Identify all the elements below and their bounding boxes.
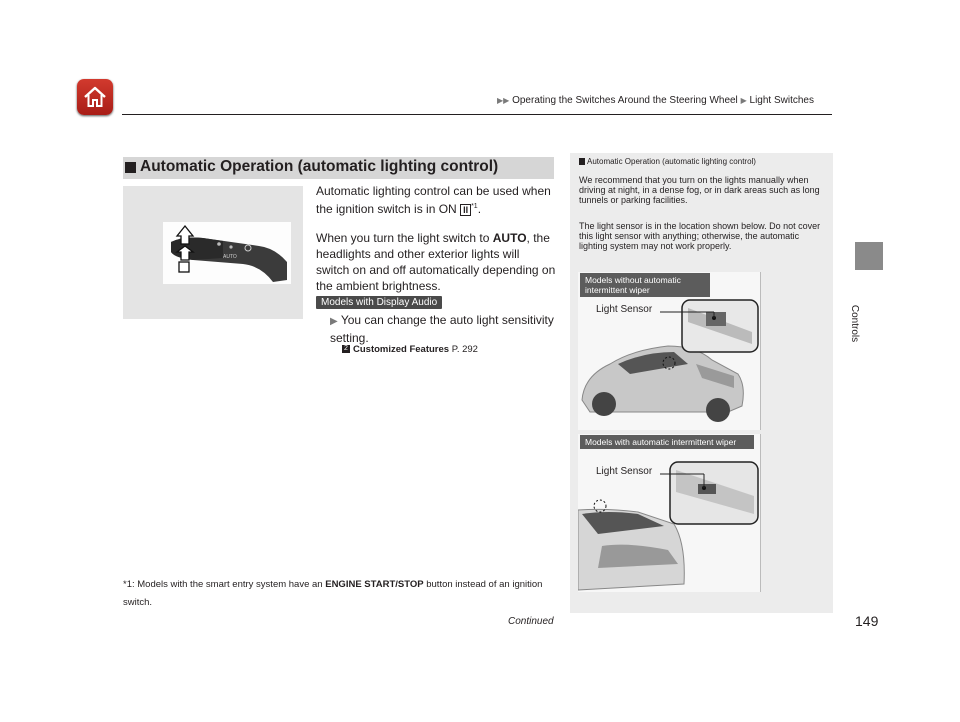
sensor-image-with-auto-wiper [578,434,761,592]
note-title-text: Automatic Operation (automatic lighting control) [587,157,756,166]
home-icon [82,84,108,110]
xref-page: P. 292 [451,344,478,355]
image-tag-with-auto-wiper: Models with automatic intermittent wiper [580,435,754,449]
footnote-bold: ENGINE START/STOP [325,579,424,590]
footnote [123,576,563,612]
heading-square-icon [125,162,136,173]
section-heading [123,157,554,179]
sensitivity-text: You can change the auto light sensitivity setting. [330,313,554,345]
intro-text: Automatic lighting control can be used when the ignition switch is in ON [316,184,551,216]
intro-paragraph [316,183,556,217]
page-number: 149 [855,613,879,629]
light-switch-stalk-illustration [163,222,291,284]
light-sensor-label-2: Light Sensor [596,466,653,477]
xref-label: Customized Features [353,344,450,355]
auto-keyword: AUTO [492,231,527,245]
chapter-tab[interactable] [846,296,876,356]
intro-text-end: . [477,202,482,216]
auto-paragraph [316,230,556,294]
note-marker-icon [579,158,585,165]
section-title: Automatic Operation (automatic lighting control) [140,158,499,175]
light-sensor-label-1: Light Sensor [596,304,653,315]
image-tag-without-auto-wiper: Models without automatic intermittent wiper [580,273,710,297]
breadcrumb-link-light-switches[interactable]: Light Switches [749,95,814,106]
footnote-text-start: *1: Models with the smart entry system have an [123,579,326,590]
note-text-2: The light sensor is in the location shown below. Do not cover this light sensor with anything; otherwise, the automatic lighting system may not work properly. [579,221,821,251]
chapter-marker [855,242,883,270]
header-divider [122,114,832,115]
footnote-text-end: button instead of an ignition switch. [123,579,543,608]
auto-text-end: , the headlights and other exterior lights will switch on and off automatically depending on the ambient brightness. [316,231,556,293]
reference-icon: 2 [342,345,350,353]
breadcrumb-arrow-icon: ▶ [740,96,747,105]
note-title [579,157,756,166]
breadcrumb-link-steering-switches[interactable]: Operating the Switches Around the Steering Wheel [512,95,738,106]
car-windshield-sensor-illustration [578,434,760,592]
bullet-arrow-icon: ▶ [330,316,338,327]
footnote-ref[interactable]: *1 [471,203,478,210]
breadcrumb [497,95,814,106]
note-text-1: We recommend that you turn on the lights manually when driving at night, in a dense fog, or in dark areas such as long tunnels or parking facilities. [579,175,820,205]
auto-text-start: When you turn the light switch to [316,231,493,245]
sensitivity-note [330,312,556,346]
model-tag-display-audio: Models with Display Audio [316,296,442,309]
cross-reference-link[interactable] [342,344,478,355]
home-button[interactable] [77,79,113,115]
breadcrumb-arrow-icon: ▶▶ [497,96,510,105]
chapter-tab-label: Controls [849,304,861,343]
continued-label: Continued [508,616,554,627]
svg-text:AUTO: AUTO [223,254,237,260]
ignition-position-badge: II [460,204,471,216]
